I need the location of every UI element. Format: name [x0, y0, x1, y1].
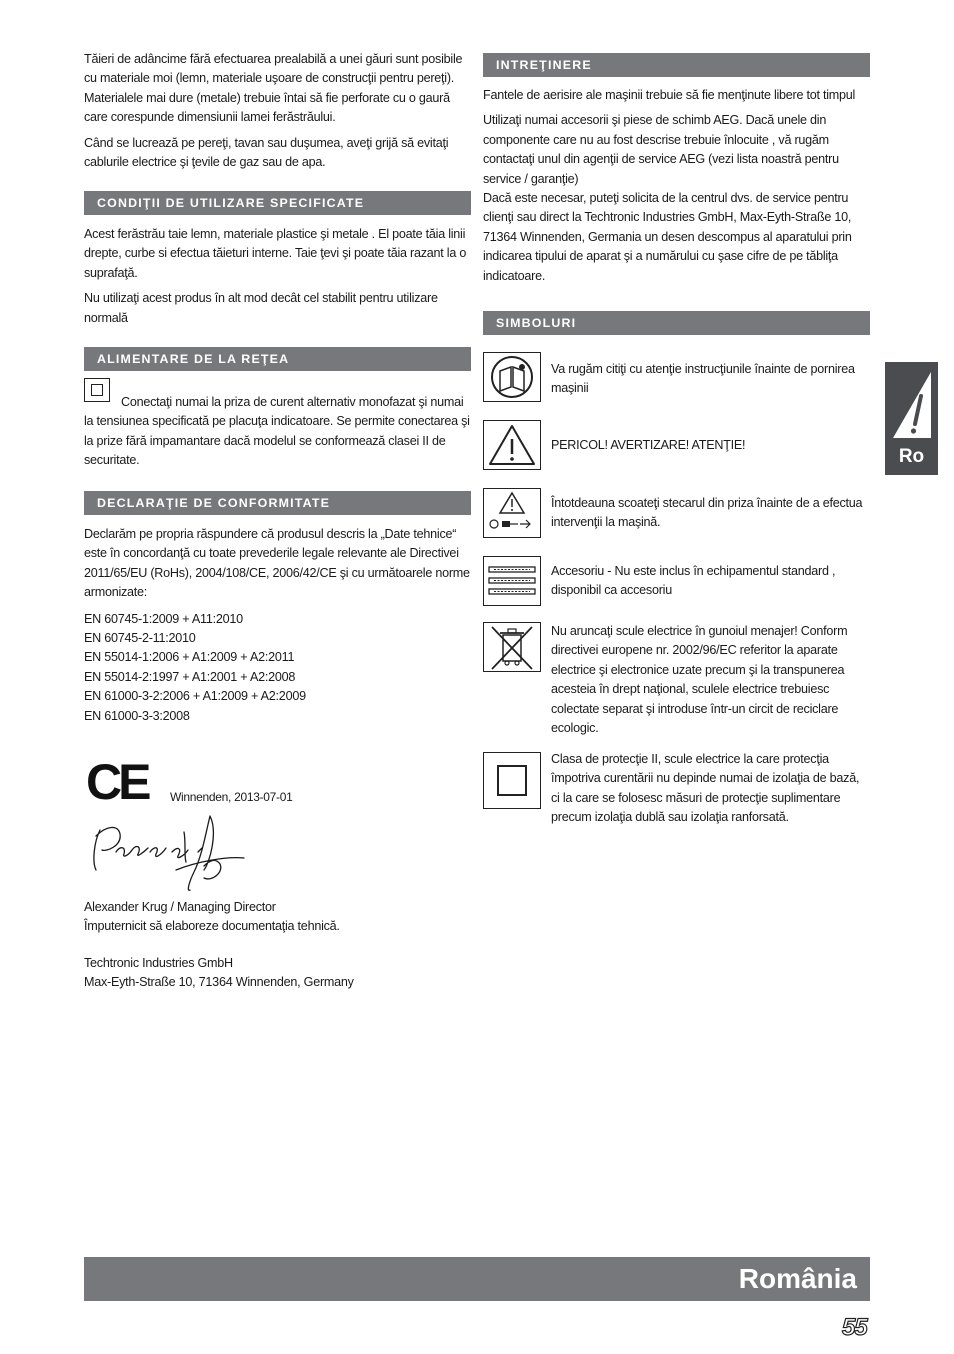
- ce-mark: CE: [86, 754, 148, 810]
- footer-bar: [84, 1257, 870, 1301]
- standards-list: [84, 610, 470, 726]
- symbol-description: Va rugăm citiţi cu atenţie instrucţiunile înainte de pornirea maşinii: [551, 362, 855, 396]
- unplug-warning-icon: [483, 488, 541, 538]
- conditions-text: [84, 225, 470, 334]
- section-header-maintenance: INTREŢINERE: [483, 53, 870, 77]
- signature: [86, 812, 256, 897]
- standard-item: EN 61000-3-2:2006 + A1:2009 + A2:2009: [84, 689, 306, 704]
- standard-item: EN 55014-1:2006 + A1:2009 + A2:2011: [84, 650, 295, 665]
- standard-item: EN 60745-1:2009 + A11:2010: [84, 611, 243, 626]
- maintenance-text: [483, 86, 869, 292]
- symbol-description: Nu aruncaţi scule electrice în gunoiul menajer! Conform directivei europene nr. 2002/96/EC referitor la aparate electrice şi electronice uzate precum şi la transpunerea acesteia în drept naţional, sculele electrice trebuiesc colectate separat şi introduse într-un circit de reciclare ecologic.: [551, 624, 848, 736]
- section-header-symbols: SIMBOLURI: [483, 311, 870, 335]
- intro-paragraph-1: Tăieri de adâncime fără efectuarea prealabilă a unei găuri sunt posibile cu materiale moi (lemn, materiale uşoare de construcţii pentru pereţi). Materialele mai dure (metale) trebuie întai să fie perforate cu o gaură care corespunde dimensiunii lamei ferăstrăului.: [84, 52, 463, 125]
- language-code: Ro: [898, 446, 925, 467]
- symbol-description: Clasa de protecţie II, scule electrice la care protecţia împotriva curentării nu depinde numai de izolaţia de bază, ci la care se folosesc măsuri de protecţie suplimentare precum izolaţia dublă sau izolaţia ranforsată.: [551, 752, 860, 825]
- read-manual-icon: [483, 352, 541, 402]
- class-ii-icon: [483, 752, 541, 809]
- symbol-description: Întotdeauna scoateţi stecarul din priza înainte de a efectua intervenţii la maşină.: [551, 496, 863, 530]
- standard-item: EN 61000-3-3:2008: [84, 708, 190, 723]
- conformity-paragraph: Declarăm pe propria răspundere că produsul descris la „Date tehnice“ este în concordanţă cu toate prevederile legale relevante ale Directivei 2011/65/EU (RoHs), 2004/108/CE, 2006/42/CE şi cu următoarele norme armonizate:: [84, 527, 470, 600]
- maintenance-paragraph-2: Utilizaţi numai accesorii şi piese de schimb AEG. Dacă unele din componente care nu au fost descrise trebuie înlocuite , vă rugăm contactaţi unul din agenţii de service AEG (vezi lista noastră pentru service / garanţie): [483, 113, 839, 186]
- warning-exclamation-icon: [891, 370, 933, 440]
- place-date: Winnenden, 2013-07-01: [170, 790, 293, 804]
- company-address: Max-Eyth-Straße 10, 71364 Winnenden, Germany: [84, 975, 354, 990]
- section-header-power: ALIMENTARE DE LA REŢEA: [84, 347, 471, 371]
- company-name: Techtronic Industries GmbH: [84, 955, 233, 970]
- conditions-paragraph-1: Acest ferăstrău taie lemn, materiale plastice şi metale . El poate tăia linii drepte, curbe si efectua tăieturi interne. Taie ţevi şi poate tăia razant la o suprafaţă.: [84, 227, 467, 280]
- signer-block: [84, 898, 470, 993]
- power-paragraph: Conectaţi numai la priza de curent alternativ monofazat şi numai la tensiunea specificată pe placuţa indicatoare. Se permite conectarea şi la prize fără impamantare dacă modelul se conformează clasei II de securitate.: [84, 395, 470, 468]
- section-header-conditions: CONDIŢII DE UTILIZARE SPECIFICATE: [84, 191, 471, 215]
- standard-item: EN 60745-2-11:2010: [84, 631, 196, 646]
- maintenance-paragraph-3: Dacă este necesar, puteţi solicita de la centrul dvs. de service pentru clienţi sau direct la Techtronic Industries GmbH, Max-Eyth-Straße 10, 71364 Winnenden, Germania un desen descompus al aparatului prin indicarea tipului de aparat şi a numărului cu şase cifre de pe tăbliţa indicatoare.: [483, 191, 852, 283]
- signer-role: Împuternicit să elaboreze documentaţia tehnică.: [84, 919, 340, 934]
- maintenance-paragraph-1: Fantele de aerisire ale maşinii trebuie să fie menţinute libere tot timpul: [483, 88, 856, 102]
- footer-language-title: România: [738, 1263, 857, 1294]
- power-text: [84, 393, 470, 477]
- language-side-tab: [885, 362, 938, 475]
- accessory-blades-icon: [483, 556, 541, 606]
- intro-paragraph-2: Când se lucrează pe pereţi, tavan sau duşumea, aveţi grijă să evitaţi cablurile electrice şi ţevile de gaz sau de apa.: [84, 135, 449, 170]
- weee-bin-icon: [483, 622, 541, 672]
- conditions-paragraph-2: Nu utilizaţi acest produs în alt mod decât cel stabilit pentru utilizare normală: [84, 291, 438, 325]
- page-number: 55: [842, 1314, 867, 1341]
- signer-name: Alexander Krug / Managing Director: [84, 900, 276, 914]
- standard-item: EN 55014-2:1997 + A1:2001 + A2:2008: [84, 669, 296, 684]
- warning-triangle-icon: [483, 420, 541, 470]
- intro-text: [84, 50, 470, 178]
- section-header-conformity: DECLARAŢIE DE CONFORMITATE: [84, 491, 471, 515]
- symbol-description: PERICOL! AVERTIZARE! ATENŢIE!: [551, 438, 746, 452]
- symbol-description: Accesoriu - Nu este inclus în echipamentul standard , disponibil ca accesoriu: [551, 564, 836, 598]
- conformity-text: [84, 525, 470, 726]
